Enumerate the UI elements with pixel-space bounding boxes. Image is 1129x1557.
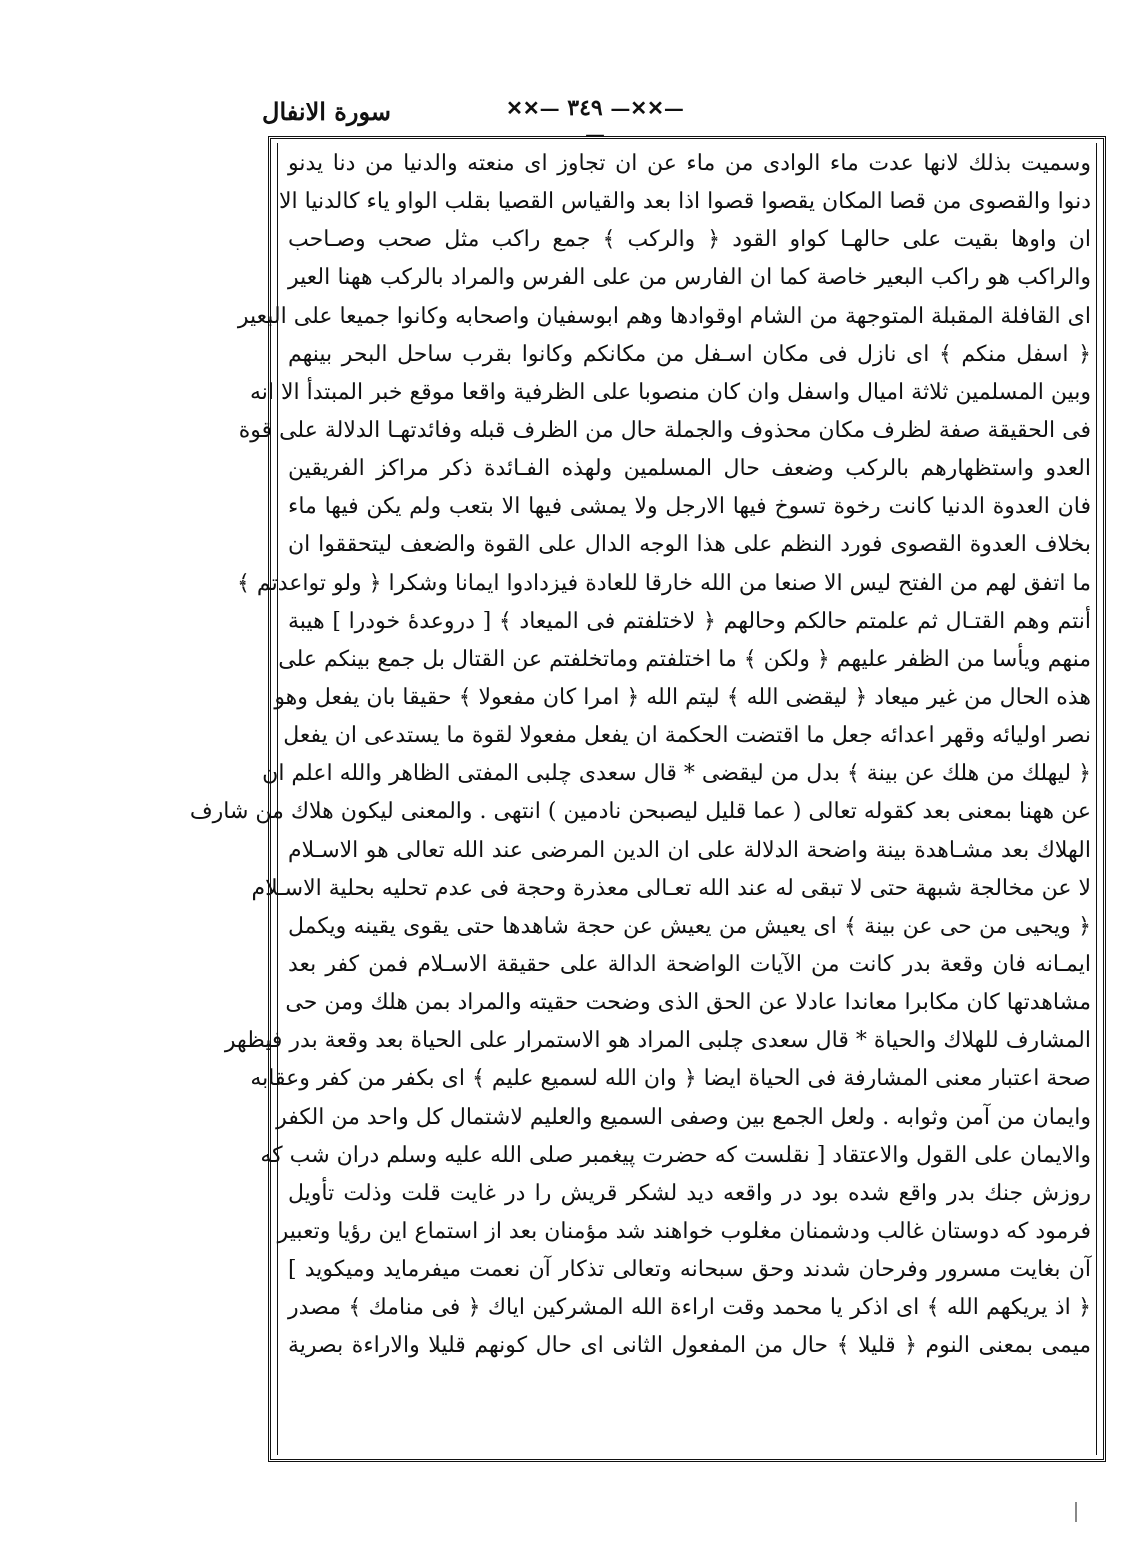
text-line: ﴿ اذ يريكهم الله ﴾ اى اذكر يا محمد وقت اراءة الله المشركين اياك ﴿ فى منامك ﴾ مصدر — [288, 1295, 1091, 1321]
text-line: عن ههنا بمعنى بعد كقوله تعالى ( عما قليل ليصبحن نادمين ) انتهى . والمعنى ليكون هلاك من شارف — [189, 799, 1091, 825]
text-line: فان العدوة الدنيا كانت رخوة تسوخ فيها الارجل ولا يمشى فيها الا بتعب ولم يكن فيها ماء — [288, 494, 1091, 520]
text-line: والراكب هو راكب البعير خاصة كما ان الفارس من على الفرس والمراد بالركب ههنا العير — [288, 265, 1091, 291]
body-text — [189, 145, 1091, 1366]
ornament-right-icon: —✕✕— — [506, 96, 605, 146]
text-line: صحة اعتبار معنى المشارفة فى الحياة ايضا ﴿ وان الله لسميع عليم ﴾ اى بكفر من كفر وعقابه — [250, 1066, 1091, 1092]
text-line: دنوا والقصوى من قصا المكان يقصوا قصوا اذا بعد والقياس القصيا بقلب الواو ياء كالدنيا الا — [279, 189, 1091, 215]
text-line: اى القافلة المقبلة المتوجهة من الشام اوقوادها وهم ابوسفيان واصحابه وكانوا جميعا على البعير — [237, 303, 1091, 329]
text-line: ان واوها بقيت على حالهـا كواو القود ﴿ والركب ﴾ جمع راكب مثل صحب وصـاحب — [288, 227, 1091, 253]
text-line: ايمـانه فان وقعة بدر كانت من الآيات الواضحة الدالة على حقيقة الاسـلام فمن كفر بعد — [288, 951, 1091, 977]
text-line: والايمان على القول والاعتقاد [ نقلست كه حضرت پيغمبر صلى الله عليه وسلم دران شب كه — [260, 1142, 1091, 1168]
page-number: ٣٤٩ — [567, 95, 603, 121]
text-line: ما اتفق لهم من الفتح ليس الا صنعا من الله خارقا للعادة فيزدادوا ايمانا وشكرا ﴿ ولو تواعدتم ﴾ — [237, 570, 1091, 596]
text-line: ﴿ ليهلك من هلك عن بينة ﴾ بدل من ليقضى * قال سعدى چلبى المفتى الظاهر والله اعلم ان — [262, 761, 1091, 787]
ornament-left-icon: —✕✕— — [610, 96, 684, 120]
text-line: ﴿ اسفل منكم ﴾ اى نازل فى مكان اسـفل من مكانكم وكانوا بقرب ساحل البحر بينهم — [288, 341, 1091, 367]
text-line: لا عن مخالجة شبهة حتى لا تبقى له عند الله تعـالى معذرة وحجة فى عدم تحليه بحلية الاسـلام — [251, 875, 1091, 901]
text-line: أنتم وهم القتـال ثم علمتم حالكم وحالهم ﴿ لاختلفتم فى الميعاد ﴾ [ دروعدهٔ خودرا ] هيبة — [288, 608, 1091, 634]
text-line: الهلاك بعد مشـاهدة بينة واضحة الدلالة على ان الدين المرضى عند الله تعالى هو الاسـلام — [288, 837, 1091, 863]
text-line: روزش جنك بدر واقع شده بود در واقعه ديد لشكر قريش را در غايت قلت وذلت تأويل — [288, 1180, 1091, 1206]
text-line: العدو واستظهارهم بالركب وضعف حال المسلمين ولهذه الفـائدة ذكر مراكز الفريقين — [288, 456, 1091, 482]
text-line: فى الحقيقة صفة لظرف مكان محذوف والجملة حال من الظرف قبله وفائدتهـا الدلالة على قوة — [238, 417, 1091, 443]
page-header — [262, 95, 840, 146]
text-line: ﴿ ويحيى من حى عن بينة ﴾ اى يعيش من يعيش عن حجة شاهدها حتى يقوى يقينه ويكمل — [288, 913, 1091, 939]
text-line: مشاهدتها كان مكابرا معاندا عادلا عن الحق الذى وضحت حقيته والمراد بمن هلك ومن حى — [285, 990, 1091, 1016]
text-line: وايمان من آمن وثوابه . ولعل الجمع بين وصفى السميع والعليم لاشتمال كل واحد من الكفر — [276, 1104, 1091, 1130]
text-line: بخلاف العدوة القصوى فورد النظم على هذا الوجه الدال على القوة والضعف ليتحققوا ان — [288, 532, 1091, 558]
text-line: ميمى بمعنى النوم ﴿ قليلا ﴾ حال من المفعول الثانى اى حال كونهم قليلا والاراءة بصرية — [288, 1333, 1091, 1359]
surah-title: سورة الانفال — [262, 97, 391, 126]
text-line: فرمود كه دوستان غالب ودشمنان مغلوب خواهند شد مؤمنان بعد از استماع اين رؤيا وتعبير — [277, 1218, 1091, 1244]
text-line: وسميت بذلك لانها عدت ماء الوادى من ماء عن ان تجاوز اى منعته والدنيا من دنا يدنو — [288, 151, 1091, 176]
text-line: هذه الحال من غير ميعاد ﴿ ليقضى الله ﴾ ليتم الله ﴿ امرا كان مفعولا ﴾ حقيقا بان يفعل وهو — [274, 684, 1091, 710]
text-line: المشارف للهلاك والحياة * قال سعدى چلبى المراد هو الاستمرار على الحياة بعد وقعة بدر فيظهر — [224, 1028, 1091, 1054]
text-line: منهم ويأسا من الظفر عليهم ﴿ ولكن ﴾ ما اختلفتم وماتخلفتم عن القتال بل جمع بينكم على — [278, 646, 1091, 672]
text-line: آن بغايت مسرور وفرحان شدند وحق سبحانه وتعالى تذكار آن نعمت ميفرمايد وميكويد ] — [288, 1257, 1091, 1283]
text-line: وبين المسلمين ثلاثة اميال واسفل وان كان منصوبا على الظرفية واقعا موقع خبر المبتدأ الا انه — [249, 379, 1091, 405]
text-line: نصر اوليائه وقهر اعدائه جعل ما اقتضت الحكمة ان يفعل مفعولا لقوة ما يستدعى ان يفعل — [283, 723, 1091, 749]
margin-mark — [1075, 1502, 1077, 1522]
